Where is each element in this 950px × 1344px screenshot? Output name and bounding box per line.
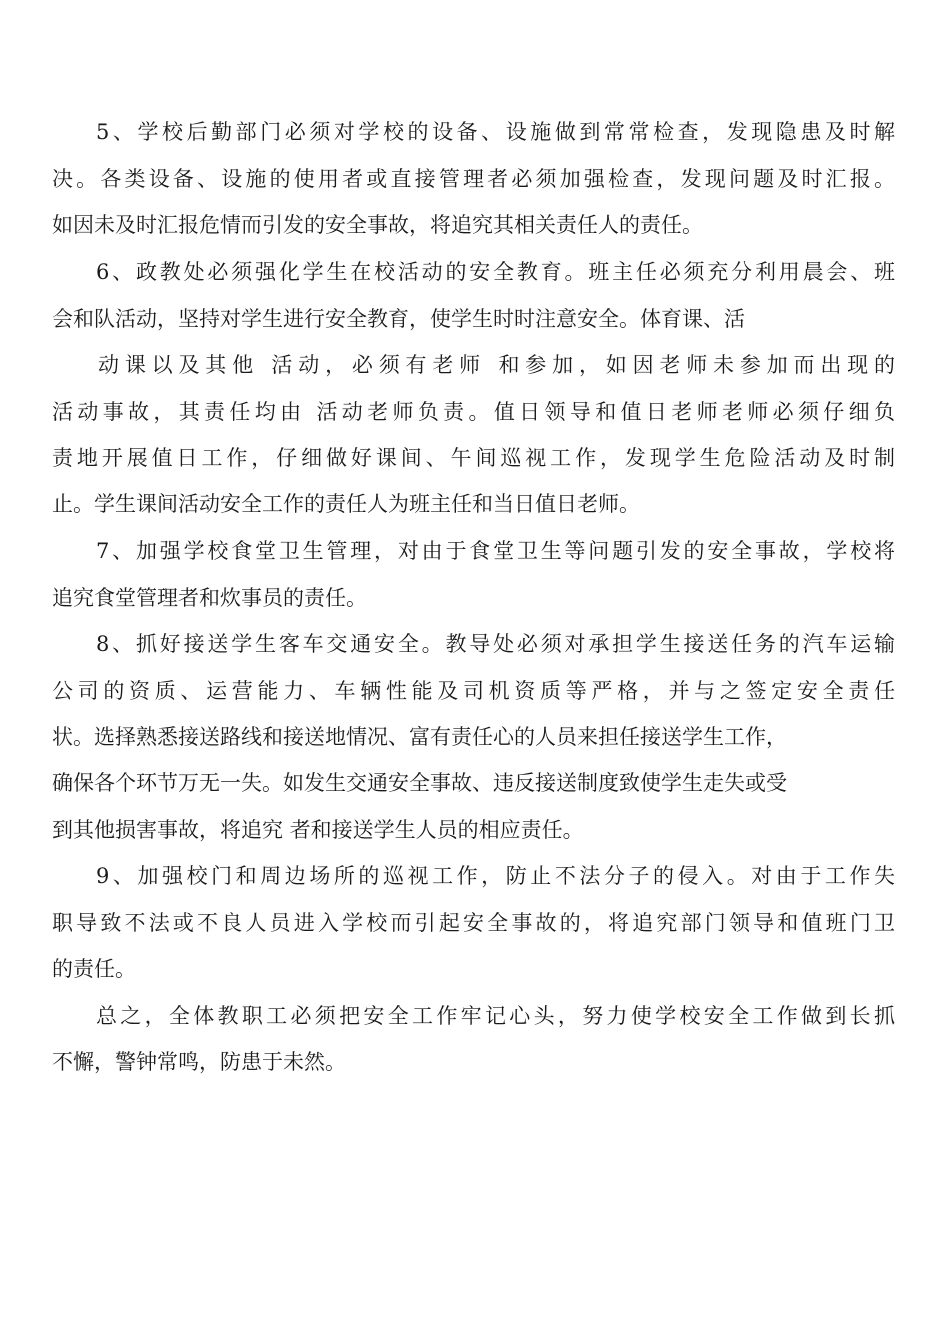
text-line: 的责任。	[52, 957, 136, 981]
text-line: 如因未及时汇报危情而引发的安全事故，将追究其相关责任人的责任。	[52, 213, 703, 237]
text-line: 职导致不法或不良人员进入学校而引起安全事故的，将追究部门领导和值班门卫	[52, 911, 895, 935]
text-line: 追究食堂管理者和炊事员的责任。	[52, 586, 367, 610]
text-line: 到其他损害事故，将追究 者和接送学生人员的相应责任。	[52, 818, 584, 842]
text-line: 责地开展值日工作，仔细做好课间、午间巡视工作，发现学生危险活动及时制	[52, 446, 895, 470]
text-line: 不懈，警钟常鸣，防患于未然。	[52, 1050, 346, 1074]
text-line: 6、政教处必须强化学生在校活动的安全教育。班主任必须充分利用晨会、班	[96, 260, 895, 284]
text-line: 公司的资质、运营能力、车辆性能及司机资质等严格，并与之签定安全责任	[52, 679, 895, 703]
text-line: 决。各类设备、设施的使用者或直接管理者必须加强检查，发现问题及时汇报。	[52, 167, 895, 191]
text-line: 会和队活动，坚持对学生进行安全教育，使学生时时注意安全。体育课、活	[52, 307, 745, 331]
text-line: 9、加强校门和周边场所的巡视工作，防止不法分子的侵入。对由于工作失	[96, 864, 895, 888]
text-line: 动课以及其他 活动，必须有老师 和参加，如因老师未参加而出现的	[98, 353, 895, 377]
text-line: 7、加强学校食堂卫生管理，对由于食堂卫生等问题引发的安全事故，学校将	[96, 539, 895, 563]
text-line: 8、抓好接送学生客车交通安全。教导处必须对承担学生接送任务的汽车运输	[96, 632, 895, 656]
text-line: 确保各个环节万无一失。如发生交通安全事故、违反接送制度致使学生走失或受	[52, 771, 787, 795]
text-line: 止。学生课间活动安全工作的责任人为班主任和当日值日老师。	[52, 492, 640, 516]
text-line: 活动事故，其责任均由 活动老师负责。值日领导和值日老师老师必须仔细负	[52, 400, 895, 424]
text-line: 5、学校后勤部门必须对学校的设备、设施做到常常检查，发现隐患及时解	[96, 120, 895, 144]
text-line: 总之，全体教职工必须把安全工作牢记心头，努力使学校安全工作做到长抓	[96, 1004, 895, 1028]
text-line: 状。选择熟悉接送路线和接送地情况、富有责任心的人员来担任接送学生工作，	[52, 725, 787, 749]
